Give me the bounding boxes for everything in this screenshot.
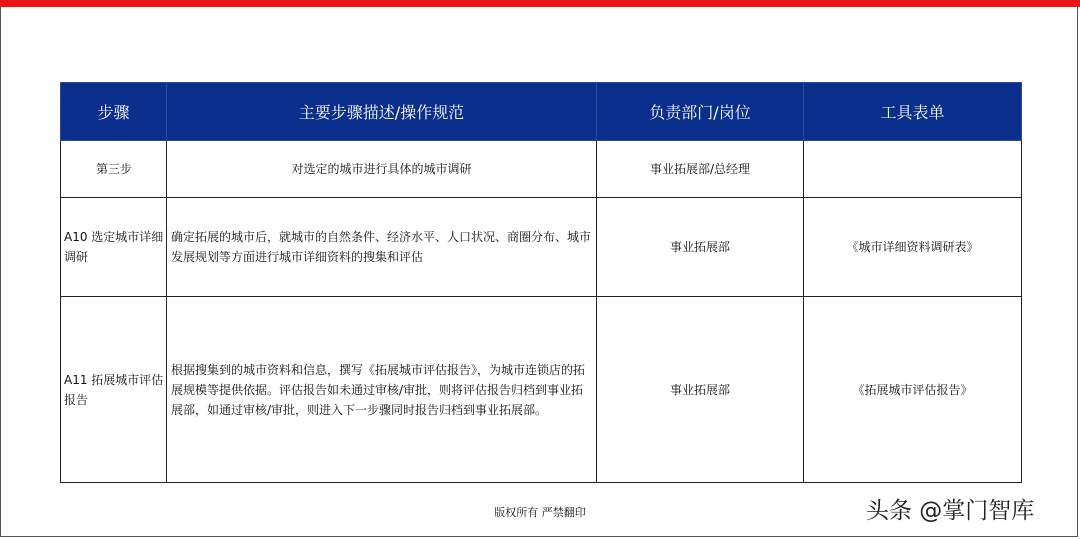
description-cell: 根据搜集到的城市资料和信息，撰写《拓展城市评估报告》，为城市连锁店的拓展规模等提供依据。评估报告如未通过审核/审批，则将评估报告归档到事业拓展部，如通过审核/审批，则进入下一步骤同时报告归档到事业拓展部。 [167,297,597,483]
tools-cell [804,141,1022,198]
description-cell: 对选定的城市进行具体的城市调研 [167,141,597,198]
step-cell: A11 拓展城市评估报告 [61,297,167,483]
table-row [61,297,1022,483]
step-cell: 第三步 [61,141,167,198]
department-cell: 事业拓展部 [597,297,804,483]
department-cell: 事业拓展部 [597,198,804,297]
header-step: 步骤 [61,83,167,141]
top-accent-bar [0,0,1080,7]
header-department: 负责部门/岗位 [597,83,804,141]
tools-cell: 《城市详细资料调研表》 [804,198,1022,297]
tools-cell: 《拓展城市评估报告》 [804,297,1022,483]
header-description: 主要步骤描述/操作规范 [167,83,597,141]
description-cell: 确定拓展的城市后，就城市的自然条件、经济水平、人口状况、商圈分布、城市发展规划等方面进行城市详细资料的搜集和评估 [167,198,597,297]
header-tools: 工具表单 [804,83,1022,141]
table-row [61,198,1022,297]
watermark: 头条 @掌门智库 [866,498,1035,524]
step-cell: A10 选定城市详细调研 [61,198,167,297]
copyright-footer: 版权所有 严禁翻印 [494,506,586,519]
department-cell: 事业拓展部/总经理 [597,141,804,198]
table-header-row [61,83,1022,141]
table-row [61,141,1022,198]
process-table [60,82,1022,483]
